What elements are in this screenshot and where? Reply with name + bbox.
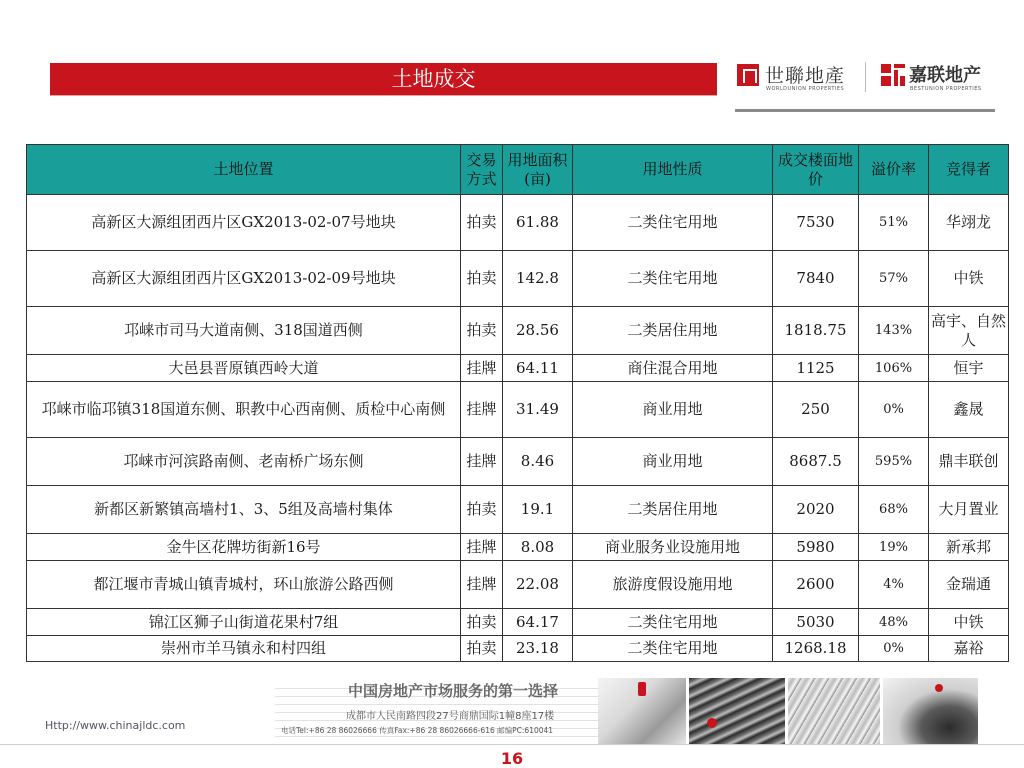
- header-premium: 溢价率: [859, 145, 929, 195]
- slide-title-bar: [50, 63, 717, 96]
- cell-price: 1268.18: [773, 636, 859, 662]
- footer-photo-abstract: [883, 678, 978, 744]
- cell-price: 250: [773, 382, 859, 438]
- worldunion-logo-sub: WORLDUNION PROPERTIES: [766, 86, 845, 92]
- cell-premium: 0%: [859, 636, 929, 662]
- cell-use: 二类住宅用地: [573, 251, 773, 307]
- cell-use: 二类住宅用地: [573, 195, 773, 251]
- cell-method: 挂牌: [461, 561, 503, 609]
- header-rule: [735, 109, 995, 112]
- cell-area: 22.08: [503, 561, 573, 609]
- table-header-row: [27, 145, 1009, 195]
- cell-location: 邛崃市司马大道南侧、318国道西侧: [27, 307, 461, 355]
- cell-method: 挂牌: [461, 355, 503, 382]
- table-row: [27, 355, 1009, 382]
- footer-slogan: 中国房地产市场服务的第一选择: [348, 682, 559, 700]
- slide-title: 土地成交: [391, 67, 476, 91]
- cell-use: 商业服务业设施用地: [573, 534, 773, 561]
- cell-winner: 华翊龙: [929, 195, 1009, 251]
- cell-price: 7840: [773, 251, 859, 307]
- cell-winner: 鼎丰联创: [929, 438, 1009, 486]
- bestunion-logo-sub: BESTUNION PROPERTIES: [910, 86, 982, 92]
- header-location: 土地位置: [27, 145, 461, 195]
- cell-price: 5980: [773, 534, 859, 561]
- cell-method: 拍卖: [461, 636, 503, 662]
- cell-winner: 高宇、自然人: [929, 307, 1009, 355]
- cell-location: 邛崃市河滨路南侧、老南桥广场东侧: [27, 438, 461, 486]
- table-row: [27, 251, 1009, 307]
- cell-method: 拍卖: [461, 195, 503, 251]
- cell-area: 23.18: [503, 636, 573, 662]
- cell-area: 19.1: [503, 486, 573, 534]
- cell-use: 商业用地: [573, 438, 773, 486]
- cell-price: 8687.5: [773, 438, 859, 486]
- table-row: [27, 382, 1009, 438]
- cell-location: 高新区大源组团西片区GX2013-02-07号地块: [27, 195, 461, 251]
- cell-premium: 51%: [859, 195, 929, 251]
- cell-winner: 大月置业: [929, 486, 1009, 534]
- footer-photo-documents: [788, 678, 880, 744]
- cell-method: 挂牌: [461, 382, 503, 438]
- table-row: [27, 561, 1009, 609]
- cell-area: 8.08: [503, 534, 573, 561]
- cell-area: 28.56: [503, 307, 573, 355]
- cell-price: 5030: [773, 609, 859, 636]
- table-row: [27, 534, 1009, 561]
- table-row: [27, 438, 1009, 486]
- cell-premium: 0%: [859, 382, 929, 438]
- table-row: [27, 195, 1009, 251]
- table-row: [27, 307, 1009, 355]
- cell-winner: 中铁: [929, 251, 1009, 307]
- table-row: [27, 636, 1009, 662]
- cell-premium: 595%: [859, 438, 929, 486]
- footer-photo-texture: [689, 678, 785, 744]
- brand-logos: [735, 58, 995, 98]
- cell-method: 挂牌: [461, 438, 503, 486]
- footer-contact: 电话Tel:+86 28 86026666 传真Fax:+86 28 86026666-616 邮编PC:610041: [281, 726, 554, 735]
- cell-location: 邛崃市临邛镇318国道东侧、职教中心西南侧、质检中心南侧: [27, 382, 461, 438]
- cell-price: 1818.75: [773, 307, 859, 355]
- cell-winner: 金瑞通: [929, 561, 1009, 609]
- cell-location: 新都区新繁镇高墙村1、3、5组及高墙村集体: [27, 486, 461, 534]
- page-number: 16: [500, 749, 524, 768]
- cell-method: 挂牌: [461, 534, 503, 561]
- header-area: 用地面积(亩): [503, 145, 573, 195]
- cell-area: 64.17: [503, 609, 573, 636]
- table-row: [27, 609, 1009, 636]
- cell-location: 金牛区花牌坊街新16号: [27, 534, 461, 561]
- cell-winner: 中铁: [929, 609, 1009, 636]
- cell-method: 拍卖: [461, 486, 503, 534]
- cell-price: 2600: [773, 561, 859, 609]
- cell-area: 8.46: [503, 438, 573, 486]
- cell-method: 拍卖: [461, 609, 503, 636]
- cell-area: 61.88: [503, 195, 573, 251]
- cell-method: 拍卖: [461, 307, 503, 355]
- cell-method: 拍卖: [461, 251, 503, 307]
- bottom-rule: [0, 744, 1024, 745]
- cell-use: 商住混合用地: [573, 355, 773, 382]
- cell-winner: 嘉裕: [929, 636, 1009, 662]
- bestunion-logo-icon: [881, 64, 905, 86]
- cell-location: 高新区大源组团西片区GX2013-02-09号地块: [27, 251, 461, 307]
- header-use: 用地性质: [573, 145, 773, 195]
- cell-area: 142.8: [503, 251, 573, 307]
- cell-premium: 48%: [859, 609, 929, 636]
- cell-premium: 57%: [859, 251, 929, 307]
- header-method: 交易方式: [461, 145, 503, 195]
- cell-premium: 143%: [859, 307, 929, 355]
- cell-area: 64.11: [503, 355, 573, 382]
- footer-photo-office: [598, 678, 686, 744]
- header-price: 成交楼面地价: [773, 145, 859, 195]
- cell-price: 2020: [773, 486, 859, 534]
- cell-location: 崇州市羊马镇永和村四组: [27, 636, 461, 662]
- logo-divider: [865, 62, 866, 92]
- footer-address: 成都市人民南路四段27号商鼎国际1幢8座17楼: [346, 711, 555, 722]
- header-winner: 竞得者: [929, 145, 1009, 195]
- bestunion-logo-name: 嘉联地产: [909, 65, 981, 86]
- cell-use: 旅游度假设施用地: [573, 561, 773, 609]
- cell-winner: 恒宇: [929, 355, 1009, 382]
- cell-use: 二类居住用地: [573, 486, 773, 534]
- cell-premium: 19%: [859, 534, 929, 561]
- cell-winner: 鑫晟: [929, 382, 1009, 438]
- cell-use: 二类住宅用地: [573, 636, 773, 662]
- footer-url[interactable]: Http://www.chinajldc.com: [45, 719, 186, 732]
- table-row: [27, 486, 1009, 534]
- cell-price: 7530: [773, 195, 859, 251]
- cell-location: 都江堰市青城山镇青城村，环山旅游公路西侧: [27, 561, 461, 609]
- cell-location: 大邑县晋原镇西岭大道: [27, 355, 461, 382]
- cell-premium: 106%: [859, 355, 929, 382]
- worldunion-logo-name: 世聯地產: [765, 65, 846, 87]
- land-transaction-table: [26, 144, 1009, 662]
- cell-price: 1125: [773, 355, 859, 382]
- cell-use: 二类居住用地: [573, 307, 773, 355]
- cell-use: 商业用地: [573, 382, 773, 438]
- cell-location: 锦江区狮子山街道花果村7组: [27, 609, 461, 636]
- cell-area: 31.49: [503, 382, 573, 438]
- worldunion-logo-icon: [737, 64, 759, 86]
- cell-use: 二类住宅用地: [573, 609, 773, 636]
- cell-premium: 68%: [859, 486, 929, 534]
- cell-premium: 4%: [859, 561, 929, 609]
- cell-winner: 新承邦: [929, 534, 1009, 561]
